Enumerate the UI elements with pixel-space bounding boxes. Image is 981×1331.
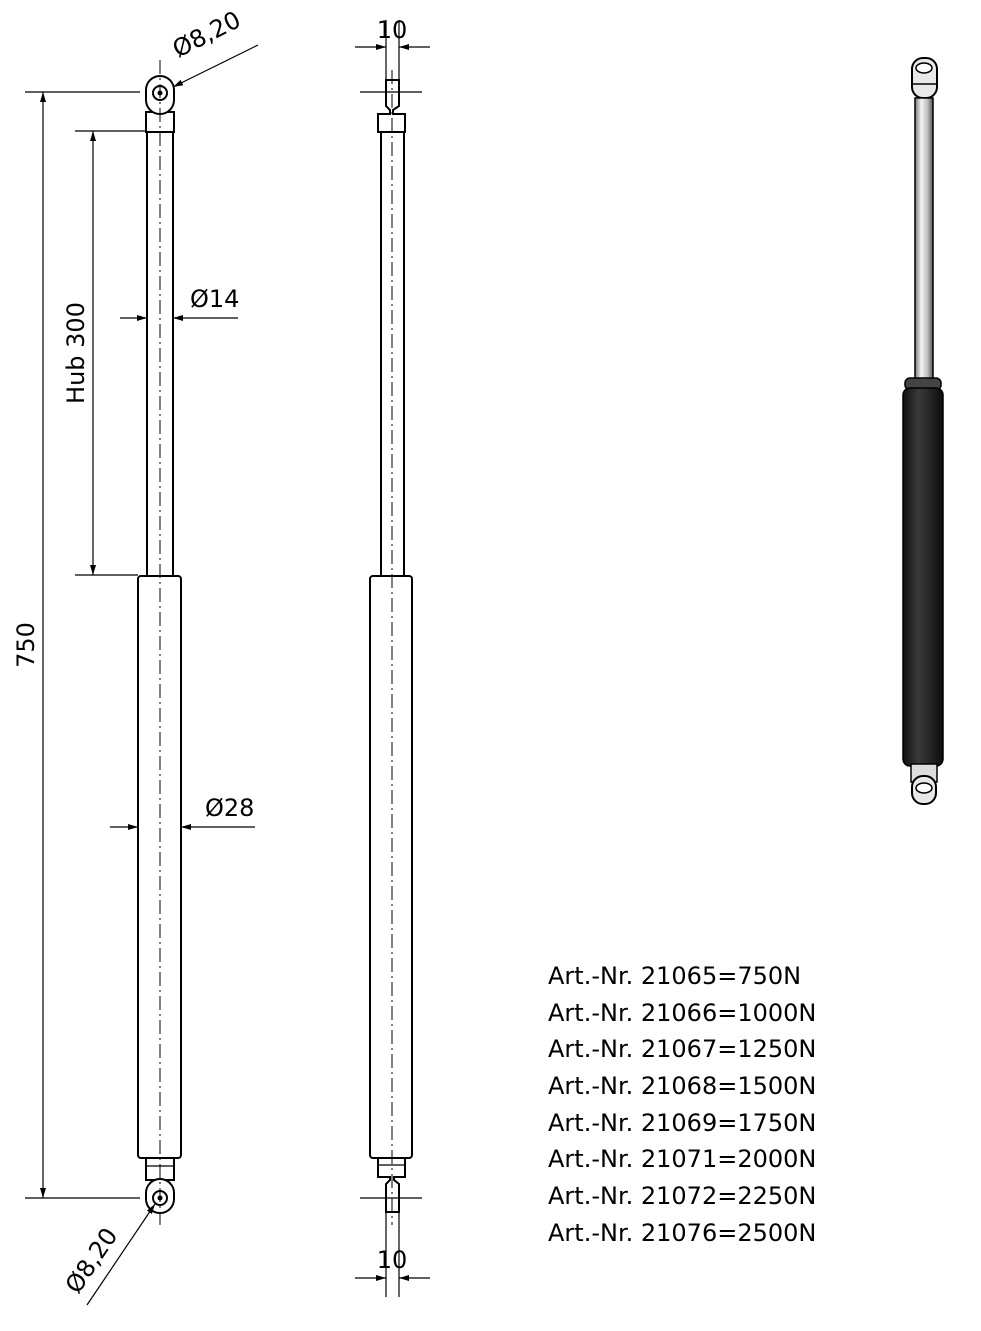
- bottom-eye-width-label: 10: [376, 1246, 408, 1274]
- gas-spring-render: [903, 58, 943, 804]
- side-view: [355, 16, 430, 1297]
- rod-diameter-label: Ø14: [190, 285, 240, 313]
- article-item: Art.-Nr. 21065=750N: [548, 962, 802, 990]
- article-item: Art.-Nr. 21071=2000N: [548, 1145, 817, 1174]
- article-number-list: [548, 958, 816, 1252]
- article-item: Art.-Nr. 21068=1500N: [548, 1072, 817, 1101]
- total-length-label: 750: [12, 622, 40, 668]
- tube-diameter-label: Ø28: [205, 794, 255, 822]
- top-eye-width-label: 10: [376, 16, 408, 44]
- article-item: Art.-Nr. 21069=1750N: [548, 1108, 817, 1137]
- article-item: Art.-Nr. 21072=2250N: [548, 1182, 817, 1211]
- article-item: Art.-Nr. 21076=2500N: [548, 1218, 817, 1247]
- front-view: [12, 6, 258, 1305]
- article-item: Art.-Nr. 21067=1250N: [548, 1035, 817, 1064]
- top-eye-diameter-label: Ø8,20: [168, 5, 246, 64]
- stroke-label: Hub 300: [62, 302, 90, 404]
- bottom-eye-diameter-label: Ø8,20: [59, 1222, 124, 1299]
- article-item: Art.-Nr. 21066=1000N: [548, 998, 817, 1027]
